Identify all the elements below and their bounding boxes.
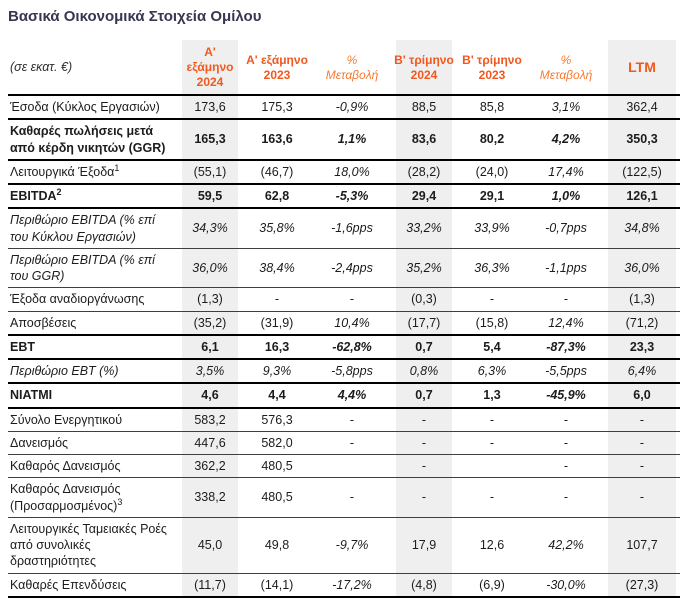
table-row (8, 160, 680, 184)
col-header-line1: % (560, 52, 572, 67)
row-label: Περιθώριο EBITDA (% επί του GGR) (10, 252, 155, 283)
cell-ltm: (122,5) (604, 160, 680, 184)
row-label: Καθαρές Επενδύσεις (10, 577, 127, 592)
cell-h1-2023: (31,9) (260, 315, 294, 330)
cell-h1-2024: (1,3) (178, 288, 242, 311)
cell-h1-2024: 34,3% (178, 208, 242, 248)
cell-h1-2023: - (274, 292, 280, 307)
cell-change-2: - (563, 490, 569, 505)
row-label: Έσοδα (Κύκλος Εργασιών) (10, 100, 160, 114)
cell-h1-2024: 3,5% (178, 359, 242, 383)
cell-q2-2023: 33,9% (474, 221, 510, 236)
page-title: Βασικά Οικονομικά Στοιχεία Ομίλου (8, 8, 262, 25)
cell-h1-2024: 4,6 (178, 383, 242, 407)
table-row (8, 573, 680, 597)
cell-change-2: - (563, 435, 569, 450)
cell-change-2: 3,1% (551, 100, 581, 114)
cell-q2-2023: - (489, 412, 495, 427)
cell-change-1: - (349, 490, 355, 505)
cell-change-2: - (563, 412, 569, 427)
cell-h1-2024: 6,1 (178, 335, 242, 359)
cell-q2-2024: 35,2% (392, 248, 456, 288)
cell-q2-2023: (24,0) (475, 164, 509, 179)
cell-ltm: (27,3) (604, 573, 680, 597)
cell-q2-2024: - (392, 431, 456, 454)
table-row (8, 383, 680, 407)
cell-change-1: 10,4% (334, 315, 370, 330)
header-row (8, 40, 680, 95)
cell-q2-2023: - (489, 490, 495, 505)
cell-ltm: 23,3 (604, 335, 680, 359)
cell-q2-2024: (17,7) (392, 311, 456, 335)
cell-h1-2023: (14,1) (260, 577, 294, 592)
cell-change-2: -0,7pps (545, 221, 587, 236)
cell-q2-2024: 83,6 (392, 119, 456, 160)
col-header-line2: 2023 (263, 67, 291, 82)
cell-h1-2023: 576,3 (261, 412, 293, 427)
cell-q2-2023: (15,8) (475, 315, 509, 330)
col-header-line1: LTM (628, 58, 656, 75)
cell-change-1: -2,4pps (331, 260, 373, 275)
cell-h1-2023: 16,3 (264, 339, 290, 354)
cell-q2-2023: 12,6 (479, 538, 505, 552)
cell-q2-2024: 33,2% (392, 208, 456, 248)
cell-q2-2023: 80,2 (479, 132, 505, 147)
cell-h1-2024: (55,1) (178, 160, 242, 184)
table-row (8, 455, 680, 478)
cell-h1-2023: 9,3% (262, 364, 292, 378)
cell-q2-2023: 5,4 (483, 339, 501, 354)
row-label: EBT (10, 339, 35, 354)
cell-q2-2024: 0,8% (392, 359, 456, 383)
cell-change-2: -1,1pps (545, 260, 587, 275)
table-row (8, 408, 680, 432)
cell-h1-2023: 175,3 (261, 100, 293, 114)
table-row (8, 359, 680, 383)
cell-q2-2024: 17,9 (392, 517, 456, 573)
cell-change-1: -17,2% (332, 577, 372, 592)
row-label: Καθαρός Δανεισμός $(\Pi\rho o\sigma\alpha\rho\mu o\sigma\mu έ\nu o\varsigma)^3$ (10, 482, 123, 513)
cell-q2-2024: (4,8) (392, 573, 456, 597)
cell-q2-2023 (456, 455, 528, 478)
cell-q2-2023: (6,9) (479, 577, 505, 592)
cell-h1-2024: (11,7) (178, 573, 242, 597)
table-row (8, 517, 680, 573)
cell-h1-2024: 447,6 (178, 431, 242, 454)
cell-h1-2024: 165,3 (178, 119, 242, 160)
col-header-line1: Β' τρίμηνο (462, 52, 522, 67)
cell-change-2: 4,2% (551, 132, 581, 147)
table-row (8, 431, 680, 454)
row-label: EBITDA$^2$ (10, 186, 62, 203)
cell-ltm: (1,3) (604, 288, 680, 311)
cell-h1-2024: 338,2 (178, 478, 242, 518)
cell-h1-2023: 62,8 (264, 189, 290, 203)
cell-h1-2023: 480,5 (261, 490, 293, 505)
table-row (8, 311, 680, 335)
col-header-line1: % (346, 52, 358, 67)
cell-ltm: 34,8% (604, 208, 680, 248)
cell-change-2: -45,9% (546, 388, 586, 403)
cell-ltm: 107,7 (604, 517, 680, 573)
cell-h1-2024: (35,2) (178, 311, 242, 335)
table-row (8, 95, 680, 119)
unit-label: (σε εκατ. €) (10, 59, 73, 74)
cell-h1-2024: 45,0 (178, 517, 242, 573)
cell-change-2: - (563, 292, 569, 307)
cell-ltm: - (604, 478, 680, 518)
col-header-line1: Α' εξάμηνο (186, 45, 234, 74)
cell-h1-2023: 35,8% (259, 221, 295, 236)
cell-change-1: - (349, 412, 355, 427)
footnote-marker: 1 (114, 162, 120, 173)
cell-change-2: 1,0% (551, 189, 581, 203)
cell-change-1: -9,7% (335, 538, 369, 552)
col-header-line1: Β' τρίμηνο (394, 52, 454, 67)
cell-h1-2024: 583,2 (178, 408, 242, 432)
table-row (8, 248, 680, 288)
cell-h1-2024: 36,0% (178, 248, 242, 288)
cell-ltm: 362,4 (604, 95, 680, 119)
cell-ltm: 36,0% (604, 248, 680, 288)
col-header-line2: 2024 (196, 75, 224, 89)
cell-q2-2024: 29,4 (392, 184, 456, 208)
table-row (8, 335, 680, 359)
cell-change-2: -87,3% (546, 339, 586, 354)
cell-q2-2023: 36,3% (474, 260, 510, 275)
cell-q2-2024: - (392, 455, 456, 478)
cell-q2-2023: - (489, 292, 495, 307)
table-body (8, 95, 680, 597)
cell-h1-2023: 480,5 (261, 459, 293, 473)
cell-change-2: 17,4% (548, 164, 584, 179)
table-header (8, 40, 680, 95)
row-label: Καθαρός Δανεισμός (10, 459, 121, 473)
cell-h1-2023: 38,4% (259, 260, 295, 275)
table-row (8, 478, 680, 518)
cell-q2-2023: 6,3% (477, 364, 507, 378)
cell-change-1: -62,8% (332, 339, 372, 354)
cell-q2-2024: (0,3) (392, 288, 456, 311)
cell-change-1: -1,6pps (331, 221, 373, 236)
cell-change-2: 12,4% (548, 315, 584, 330)
row-label: Αποσβέσεις (10, 315, 77, 330)
cell-q2-2024: 0,7 (392, 335, 456, 359)
col-header-ltm (604, 40, 680, 95)
cell-q2-2024: (28,2) (392, 160, 456, 184)
cell-h1-2024: 59,5 (178, 184, 242, 208)
row-label: Λειτουργικές Ταμειακές Ροές από συνολικές δραστηριότητες (10, 521, 167, 569)
cell-q2-2024: 0,7 (392, 383, 456, 407)
col-header-change-2 (528, 40, 604, 95)
cell-q2-2024: - (392, 478, 456, 518)
cell-ltm: 6,0 (604, 383, 680, 407)
table-row (8, 288, 680, 311)
row-label: Καθαρές πωλήσεις μετά από κέρδη νικητών (GGR) (10, 124, 166, 155)
cell-h1-2023: 163,6 (261, 132, 293, 147)
cell-change-1: -5,8pps (331, 364, 373, 378)
cell-q2-2023: 85,8 (479, 100, 505, 114)
row-label: Σύνολο Ενεργητικού (10, 412, 123, 427)
cell-change-2: -5,5pps (545, 364, 587, 378)
cell-change-1: - (349, 435, 355, 450)
cell-h1-2024: 173,6 (178, 95, 242, 119)
cell-h1-2023: 4,4 (268, 388, 286, 403)
cell-change-2: - (563, 459, 569, 473)
col-header-h1-2024 (178, 40, 242, 95)
footnote-marker: 3 (117, 496, 123, 507)
cell-change-1 (312, 455, 392, 478)
cell-ltm: - (604, 408, 680, 432)
col-header-line2: Μεταβολή (539, 67, 593, 82)
col-header-line1: Α' εξάμηνο (246, 52, 308, 67)
col-header-q2-2024 (392, 40, 456, 95)
cell-h1-2023: (46,7) (260, 164, 294, 179)
cell-ltm: - (604, 431, 680, 454)
col-header-line2: 2023 (478, 67, 506, 82)
row-label: Περιθώριο EBT (%) (10, 364, 119, 378)
row-label: Περιθώριο EBITDA (% επί του Κύκλου Εργασιών) (10, 213, 155, 244)
cell-q2-2024: - (392, 408, 456, 432)
cell-ltm: 350,3 (604, 119, 680, 160)
financial-table (8, 40, 680, 598)
cell-h1-2023: 49,8 (264, 538, 290, 552)
row-label: NIATMI (10, 388, 53, 403)
cell-change-2: -30,0% (546, 577, 586, 592)
col-header-change-1 (312, 40, 392, 95)
col-header-q2-2023 (456, 40, 528, 95)
cell-change-1: 1,1% (337, 132, 367, 147)
cell-h1-2024: 362,2 (178, 455, 242, 478)
cell-q2-2023: 29,1 (479, 189, 505, 203)
cell-q2-2023: 1,3 (483, 388, 501, 403)
cell-q2-2024: 88,5 (392, 95, 456, 119)
cell-ltm: - (604, 455, 680, 478)
cell-ltm: 126,1 (604, 184, 680, 208)
cell-change-2: 42,2% (548, 538, 584, 552)
col-header-h1-2023 (242, 40, 312, 95)
col-header-line2: 2024 (410, 67, 438, 82)
cell-change-1: 4,4% (337, 388, 367, 403)
col-header-line2: Μεταβολή (325, 67, 379, 82)
cell-change-1: -0,9% (335, 100, 369, 114)
row-label: Δανεισμός (10, 435, 69, 450)
footnote-marker: 2 (56, 186, 62, 197)
table-row (8, 119, 680, 160)
table-row (8, 208, 680, 248)
cell-change-1: 18,0% (334, 164, 370, 179)
cell-h1-2023: 582,0 (261, 435, 293, 450)
row-label: Λειτουργικά Έξοδα$^1$ (10, 162, 120, 179)
cell-change-1: -5,3% (335, 189, 369, 203)
cell-q2-2023: - (489, 435, 495, 450)
row-label: Έξοδα αναδιοργάνωσης (10, 292, 145, 307)
cell-ltm: (71,2) (604, 311, 680, 335)
cell-change-1: - (349, 292, 355, 307)
cell-ltm: 6,4% (604, 359, 680, 383)
table-row (8, 184, 680, 208)
